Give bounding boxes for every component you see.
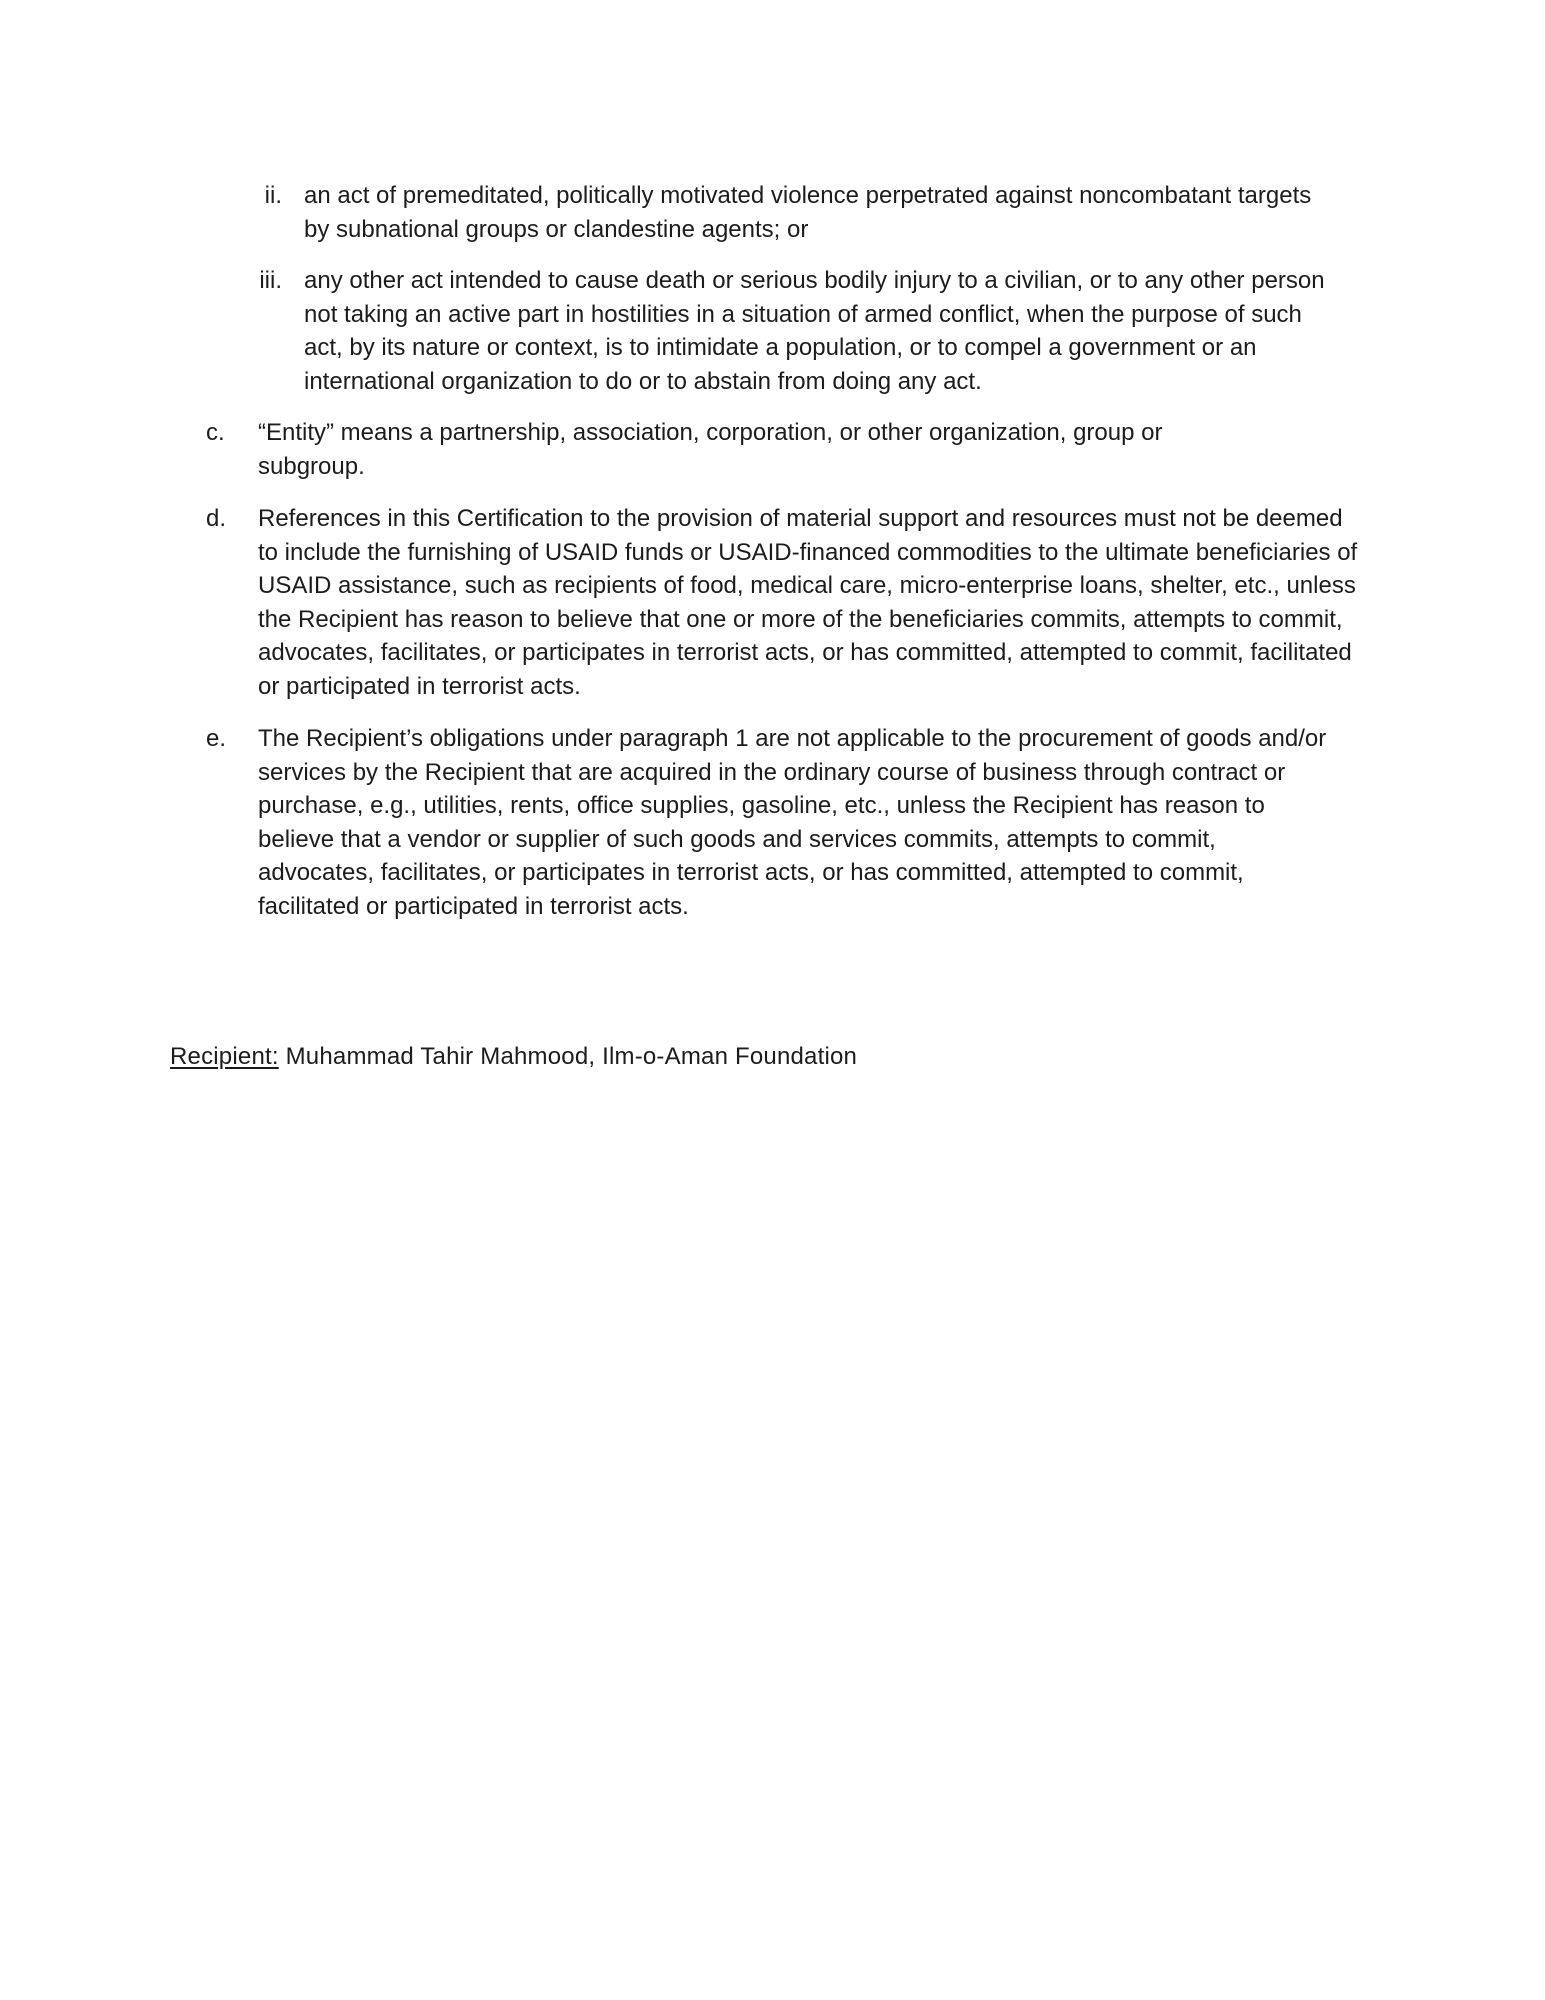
clause-d-marker: d. — [206, 505, 227, 532]
clause-c-marker: c. — [206, 419, 225, 446]
clause-ii-text: an act of premeditated, politically motivated violence perpetrated against noncombatant targets by subnational groups or clandestine agents; or — [304, 182, 1312, 243]
recipient-label: Recipient: — [170, 1043, 279, 1070]
clause-iii-text: any other act intended to cause death or serious bodily injury to a civilian, or to any other person not taking an active part in hostilities in a situation of armed conflict, when the purpose of such act, by its nature or context, is to intimidate a population, or to compel a government or an international organization to do or to abstain from doing any act. — [304, 267, 1325, 395]
recipient-line — [170, 1041, 857, 1073]
clause-e-text: The Recipient’s obligations under paragraph 1 are not applicable to the procurement of goods and/or services by the Recipient that are acquired in the ordinary course of business through contract or purchase, e.g., utilities, rents, office supplies, gasoline, etc., unless the Recipient has reason to believe that a vendor or supplier of such goods and services commits, attempts to commit, advocates, facilitates, or participates in terrorist acts, or has committed, attempted to commit, facilitated or participated in terrorist acts. — [258, 725, 1327, 920]
recipient-value: Muhammad Tahir Mahmood, Ilm-o-Aman Foundation — [285, 1043, 858, 1070]
clause-iii-marker: iii. — [259, 267, 282, 294]
clause-d-text: References in this Certification to the provision of material support and resources must not be deemed to include the furnishing of USAID funds or USAID-financed commodities to the ultimate beneficiaries of USAID assistance, such as recipients of food, medical care, micro-enterprise loans, shelter, etc., unless the Recipient has reason to believe that one or more of the beneficiaries commits, attempts to commit, advocates, facilitates, or participates in terrorist acts, or has committed, attempted to commit, facilitated or participated in terrorist acts. — [258, 505, 1358, 700]
clause-c-text: “Entity” means a partnership, association, corporation, or other organization, group or subgroup. — [258, 419, 1163, 480]
clause-ii-marker: ii. — [264, 182, 282, 209]
clause-e-marker: e. — [206, 725, 227, 752]
